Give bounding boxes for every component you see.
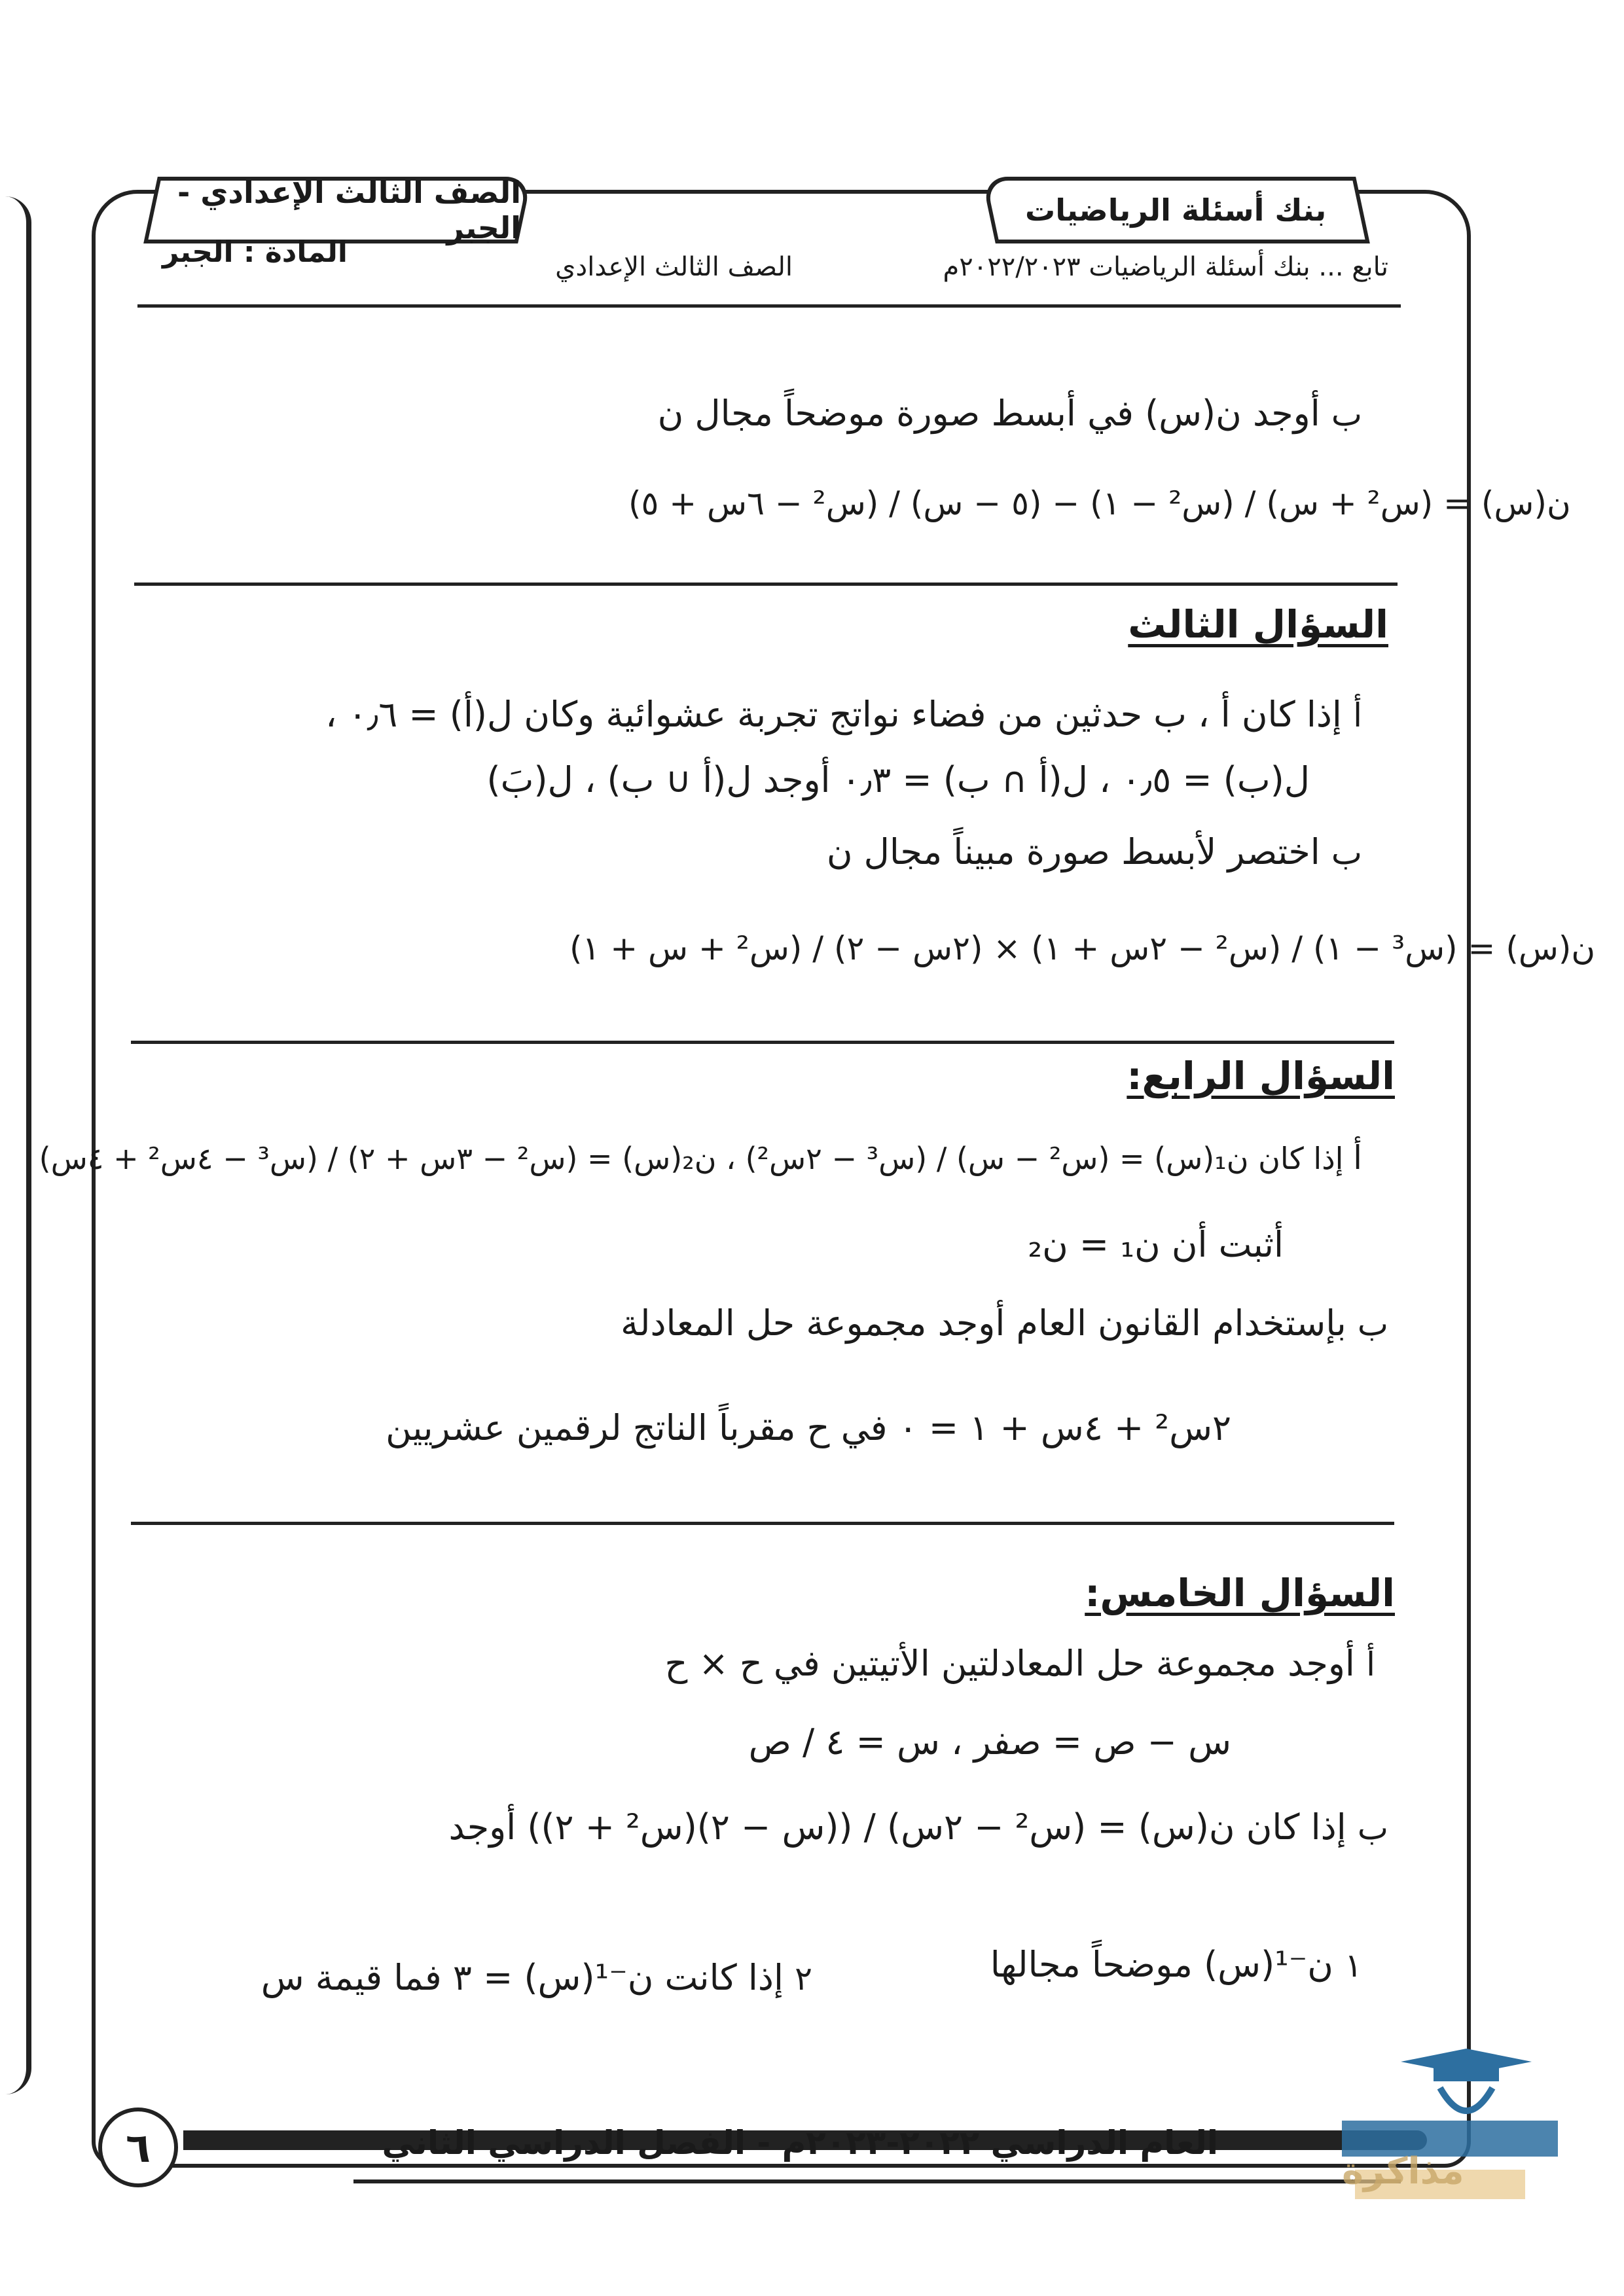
q5b1-text: ١ ن⁻¹(س) موضحاً مجالها <box>990 1944 1362 1985</box>
q5-title: السؤال الخامس: <box>1085 1571 1395 1615</box>
q3a-line2: ل(ب) = ٠٫٥ ، ل(أ ∩ ب) = ٠٫٣ أوجد ل(أ ∪ ب) ، ل(بَ) <box>486 759 1310 800</box>
q4a-mark: أ <box>1353 1139 1362 1177</box>
header-tab-bank: بنك أسئلة الرياضيات <box>981 177 1370 243</box>
q4b-text: ب بإستخدام القانون العام أوجد مجموعة حل المعادلة <box>621 1302 1388 1344</box>
q4b-equation: ٢س² + ٤س + ١ = ٠ في ح مقرباً الناتج لرقمين عشريين <box>386 1407 1231 1448</box>
header-subtitle-center: الصف الثالث الإعدادي <box>555 252 793 282</box>
footer-year-text: العام الدراسي ٢٠٢٢-٢٠٢٣م - الفصل الدراسي الثاني <box>382 2124 1218 2162</box>
q4a-prove: أثبت أن ن₁ = ن₂ <box>1028 1224 1284 1265</box>
q3b-mark: ب <box>1331 834 1362 872</box>
q5b-mark: ب <box>1357 1809 1388 1847</box>
q2b-mark: ب <box>1331 395 1362 433</box>
q4-title: السؤال الرابع: <box>1127 1054 1395 1098</box>
q5a-text: أ أوجد مجموعة حل المعادلتين الأتيتين في ح × ح <box>664 1643 1375 1684</box>
header-subtitle-right: تابع ... بنك أسئلة الرياضيات ٢٠٢٢/٢٠٢٣م <box>943 252 1388 282</box>
q3b-equation: ن(س) = (س³ − ١) / (س² − ٢س + ١) × (٢س − ٢) / (س² + س + ١) <box>569 929 1596 967</box>
q2b-equation: ن(س) = (س² + س) / (س² − ١) − (٥ − س) / (س² − ٦س + ٥) <box>628 484 1571 522</box>
header-divider <box>137 304 1401 308</box>
header-tab-grade: الصف الثالث الإعدادي - الجبر <box>143 177 532 243</box>
section-divider-3 <box>131 1522 1394 1525</box>
q5a-mark: أ <box>1366 1645 1375 1683</box>
q4b-mark: ب <box>1357 1305 1388 1343</box>
page-number: ٦ <box>98 2108 178 2187</box>
q3a-mark: أ <box>1353 696 1362 734</box>
section-divider-1 <box>134 583 1398 586</box>
q3b-text: ب اختصر لأبسط صورة مبيناً مجال ن <box>826 831 1362 872</box>
q5b1-mark: ١ <box>1344 1946 1362 1984</box>
q3a-line1: أ إذا كان أ ، ب حدثين من فضاء نواتج تجربة عشوائية وكان ل(أ) = ٠٫٦ ، <box>325 694 1362 735</box>
page-binding-edge <box>0 196 31 2094</box>
q5b2-mark: ٢ <box>795 1960 812 1998</box>
q5b2-text: ٢ إذا كانت ن⁻¹(س) = ٣ فما قيمة س <box>261 1957 812 1998</box>
watermark-logo-text: مذاكرة <box>1342 2150 1464 2193</box>
q5a-equation: س − ص = صفر ، س = ٤ / ص <box>748 1721 1231 1763</box>
section-divider-2 <box>131 1041 1394 1044</box>
q3-title: السؤال الثالث <box>1128 602 1388 647</box>
footer-underline <box>353 2179 1401 2183</box>
q5b-text: ب إذا كان ن(س) = (س² − ٢س) / ((س − ٢)(س² + ٢)) أوجد <box>448 1806 1388 1848</box>
q4a-text: أ إذا كان ن₁(س) = (س² − س) / (س³ − ٢س²) ، ن₂(س) = (س² − ٣س + ٢) / (س³ − ٤س² + ٤س) <box>39 1139 1362 1177</box>
header-subtitle-left: المادة : الجبر <box>162 236 348 269</box>
q2b-text: ب أوجد ن(س) في أبسط صورة موضحاً مجال ن <box>657 393 1362 434</box>
